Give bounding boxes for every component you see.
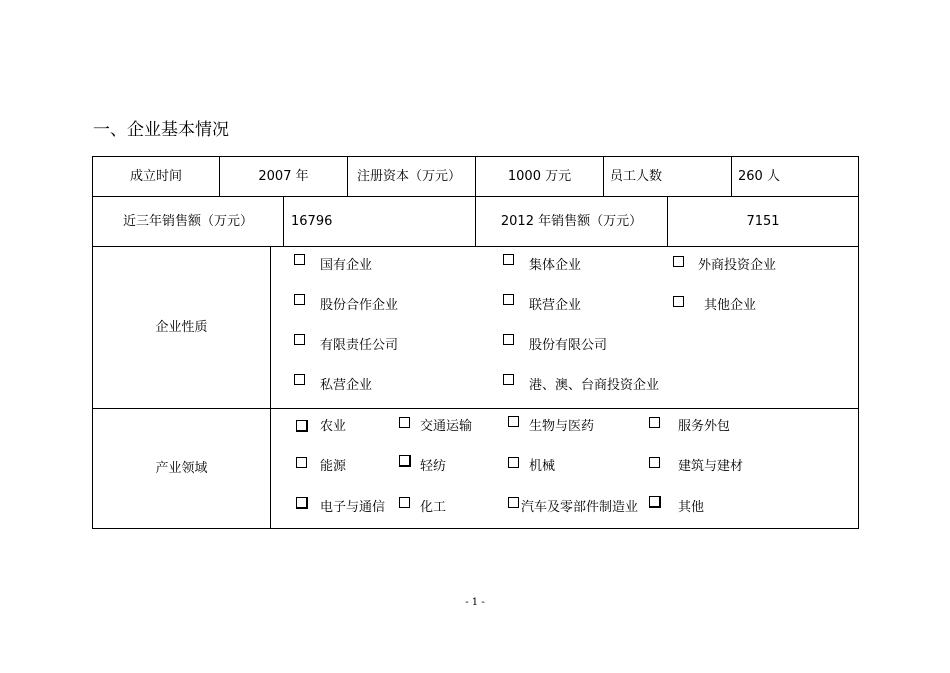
nature-option-label: 股份有限公司 bbox=[529, 338, 608, 353]
nature-checkbox-other[interactable] bbox=[673, 296, 684, 307]
column-divider bbox=[731, 156, 732, 197]
industry-option-label: 能源 bbox=[320, 459, 347, 474]
industry-option-label: 建筑与建材 bbox=[678, 459, 744, 474]
nature-option-label: 国有企业 bbox=[320, 258, 373, 273]
nature-checkbox-joint-stock-limited[interactable] bbox=[503, 334, 514, 345]
nature-option-label: 其他企业 bbox=[704, 298, 757, 313]
industry-option-label: 交通运输 bbox=[420, 419, 473, 434]
section-title: 一、企业基本情况 bbox=[93, 120, 229, 140]
industry-label: 产业领域 bbox=[155, 460, 208, 476]
nature-option-label: 集体企业 bbox=[529, 258, 582, 273]
capital-value: 1000 万元 bbox=[507, 168, 572, 184]
nature-checkbox-collective[interactable] bbox=[503, 254, 514, 265]
industry-option-label: 服务外包 bbox=[678, 419, 731, 434]
nature-option-label: 股份合作企业 bbox=[320, 298, 399, 313]
industry-option-label: 生物与医药 bbox=[529, 419, 595, 434]
industry-checkbox-bio-medicine[interactable] bbox=[508, 416, 519, 427]
industry-option-label: 汽车及零部件制造业 bbox=[521, 500, 639, 515]
established-label: 成立时间 bbox=[129, 168, 182, 184]
column-divider bbox=[283, 196, 284, 247]
nature-checkbox-private[interactable] bbox=[294, 374, 305, 385]
capital-label: 注册资本（万元） bbox=[357, 168, 462, 184]
employees-value: 260 人 bbox=[738, 168, 780, 184]
nature-option-label: 港、澳、台商投资企业 bbox=[529, 378, 660, 393]
nature-checkbox-joint-venture[interactable] bbox=[503, 294, 514, 305]
nature-option-label: 联营企业 bbox=[529, 298, 582, 313]
industry-option-label: 电子与通信 bbox=[320, 500, 386, 515]
page-number: - 1 - bbox=[465, 597, 485, 608]
industry-checkbox-transport[interactable] bbox=[399, 417, 410, 428]
nature-checkbox-joint-stock-cooperative[interactable] bbox=[294, 294, 305, 305]
sales-3y-label: 近三年销售额（万元） bbox=[122, 213, 253, 229]
column-divider bbox=[603, 156, 604, 197]
nature-checkbox-hk-macao-taiwan[interactable] bbox=[503, 374, 514, 385]
industry-checkbox-agriculture[interactable] bbox=[296, 420, 308, 432]
sales-2012-label: 2012 年销售额（万元） bbox=[500, 213, 643, 229]
sales-3y-value: 16796 bbox=[291, 213, 333, 229]
sales-2012-value: 7151 bbox=[746, 213, 780, 229]
nature-option-label: 外商投资企业 bbox=[698, 258, 777, 273]
industry-option-label: 农业 bbox=[320, 419, 347, 434]
employees-label: 员工人数 bbox=[610, 168, 663, 184]
industry-checkbox-automotive[interactable] bbox=[508, 497, 519, 508]
column-divider bbox=[347, 156, 348, 197]
nature-option-label: 私营企业 bbox=[320, 378, 373, 393]
nature-checkbox-foreign[interactable] bbox=[673, 256, 684, 267]
industry-option-label: 轻纺 bbox=[420, 459, 447, 474]
nature-label: 企业性质 bbox=[155, 319, 208, 335]
industry-checkbox-textile[interactable] bbox=[399, 455, 411, 467]
industry-checkbox-energy[interactable] bbox=[296, 457, 307, 468]
nature-option-label: 有限责任公司 bbox=[320, 338, 399, 353]
column-divider bbox=[270, 246, 271, 529]
industry-option-label: 其他 bbox=[678, 500, 705, 515]
established-value: 2007 年 bbox=[258, 168, 309, 184]
industry-option-label: 机械 bbox=[529, 459, 556, 474]
industry-checkbox-chemical[interactable] bbox=[399, 497, 410, 508]
industry-checkbox-other[interactable] bbox=[649, 496, 661, 508]
industry-checkbox-electronics[interactable] bbox=[296, 497, 308, 509]
industry-checkbox-machinery[interactable] bbox=[508, 457, 519, 468]
industry-checkbox-outsourcing[interactable] bbox=[649, 417, 660, 428]
industry-checkbox-construction[interactable] bbox=[649, 457, 660, 468]
industry-option-label: 化工 bbox=[420, 500, 447, 515]
nature-checkbox-state-owned[interactable] bbox=[294, 254, 305, 265]
nature-checkbox-limited-liability[interactable] bbox=[294, 334, 305, 345]
